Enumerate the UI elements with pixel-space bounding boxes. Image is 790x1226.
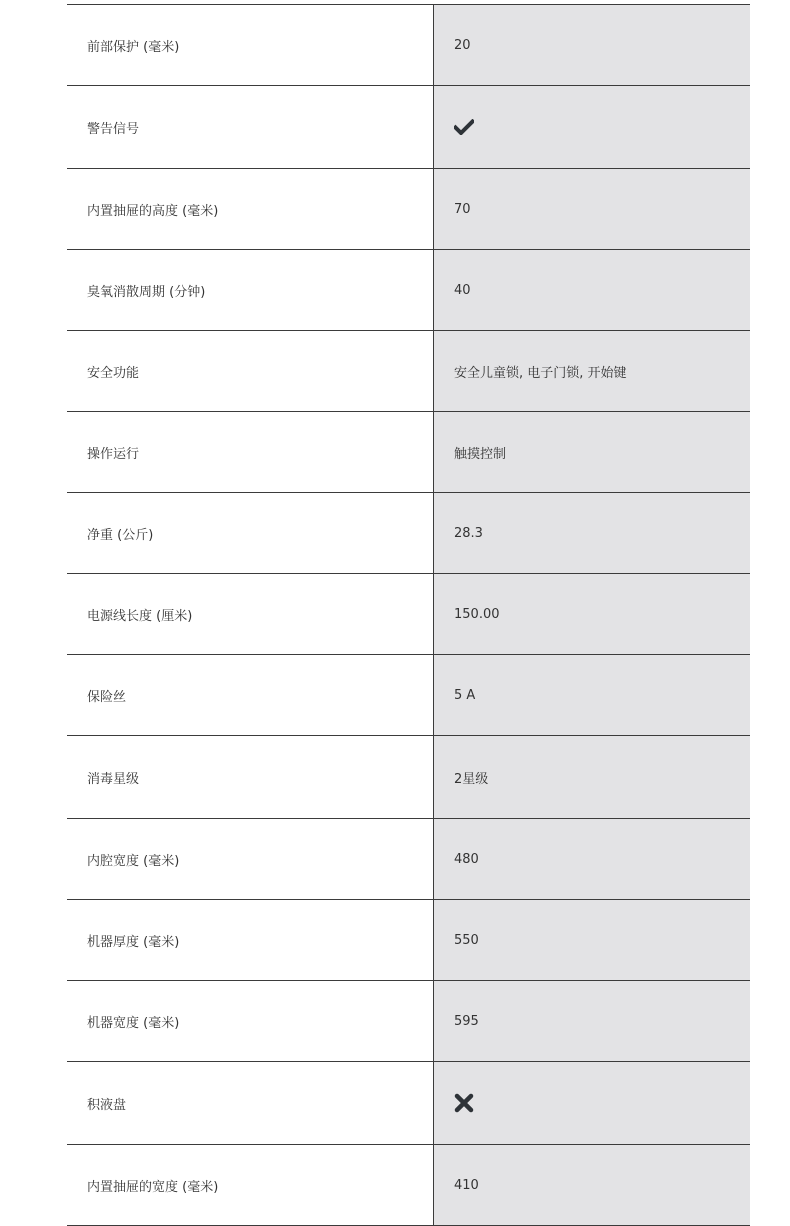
spec-label: 警告信号	[67, 86, 433, 168]
spec-label: 操作运行	[67, 412, 433, 492]
spec-label: 前部保护 (毫米)	[67, 5, 433, 85]
spec-row-depth	[67, 900, 750, 981]
spec-value: 5 A	[433, 655, 750, 735]
spec-label: 保险丝	[67, 655, 433, 735]
spec-row-cord-length	[67, 574, 750, 655]
spec-value	[433, 1062, 750, 1144]
spec-row-disinfection-rating	[67, 736, 750, 819]
spec-value: 70	[433, 169, 750, 249]
spec-row-front-protection	[67, 5, 750, 86]
spec-row-warning-signal	[67, 86, 750, 169]
spec-row-fuse	[67, 655, 750, 736]
spec-value: 2星级	[433, 736, 750, 818]
spec-table	[67, 4, 750, 1226]
spec-value	[433, 86, 750, 168]
spec-value: 触摸控制	[433, 412, 750, 492]
spec-label: 臭氧消散周期 (分钟)	[67, 250, 433, 330]
check-icon	[454, 119, 474, 135]
spec-label: 净重 (公斤)	[67, 493, 433, 573]
spec-value: 28.3	[433, 493, 750, 573]
spec-row-drip-tray	[67, 1062, 750, 1145]
spec-label: 内置抽屉的宽度 (毫米)	[67, 1145, 433, 1225]
spec-row-drawer-width	[67, 1145, 750, 1226]
spec-row-cavity-width	[67, 819, 750, 900]
spec-value: 安全儿童锁, 电子门锁, 开始键	[433, 331, 750, 411]
spec-row-safety-features	[67, 331, 750, 412]
spec-label: 消毒星级	[67, 736, 433, 818]
spec-label: 机器厚度 (毫米)	[67, 900, 433, 980]
spec-label: 积液盘	[67, 1062, 433, 1144]
spec-label: 内置抽屉的高度 (毫米)	[67, 169, 433, 249]
spec-value: 150.00	[433, 574, 750, 654]
spec-label: 内腔宽度 (毫米)	[67, 819, 433, 899]
cross-icon	[454, 1093, 474, 1113]
spec-row-drawer-height	[67, 169, 750, 250]
spec-label: 电源线长度 (厘米)	[67, 574, 433, 654]
spec-label: 机器宽度 (毫米)	[67, 981, 433, 1061]
spec-value: 40	[433, 250, 750, 330]
spec-value: 410	[433, 1145, 750, 1225]
spec-value: 595	[433, 981, 750, 1061]
spec-value: 20	[433, 5, 750, 85]
spec-row-width	[67, 981, 750, 1062]
spec-value: 550	[433, 900, 750, 980]
spec-value: 480	[433, 819, 750, 899]
spec-row-ozone-cycle	[67, 250, 750, 331]
spec-row-net-weight	[67, 493, 750, 574]
spec-row-operation	[67, 412, 750, 493]
spec-label: 安全功能	[67, 331, 433, 411]
